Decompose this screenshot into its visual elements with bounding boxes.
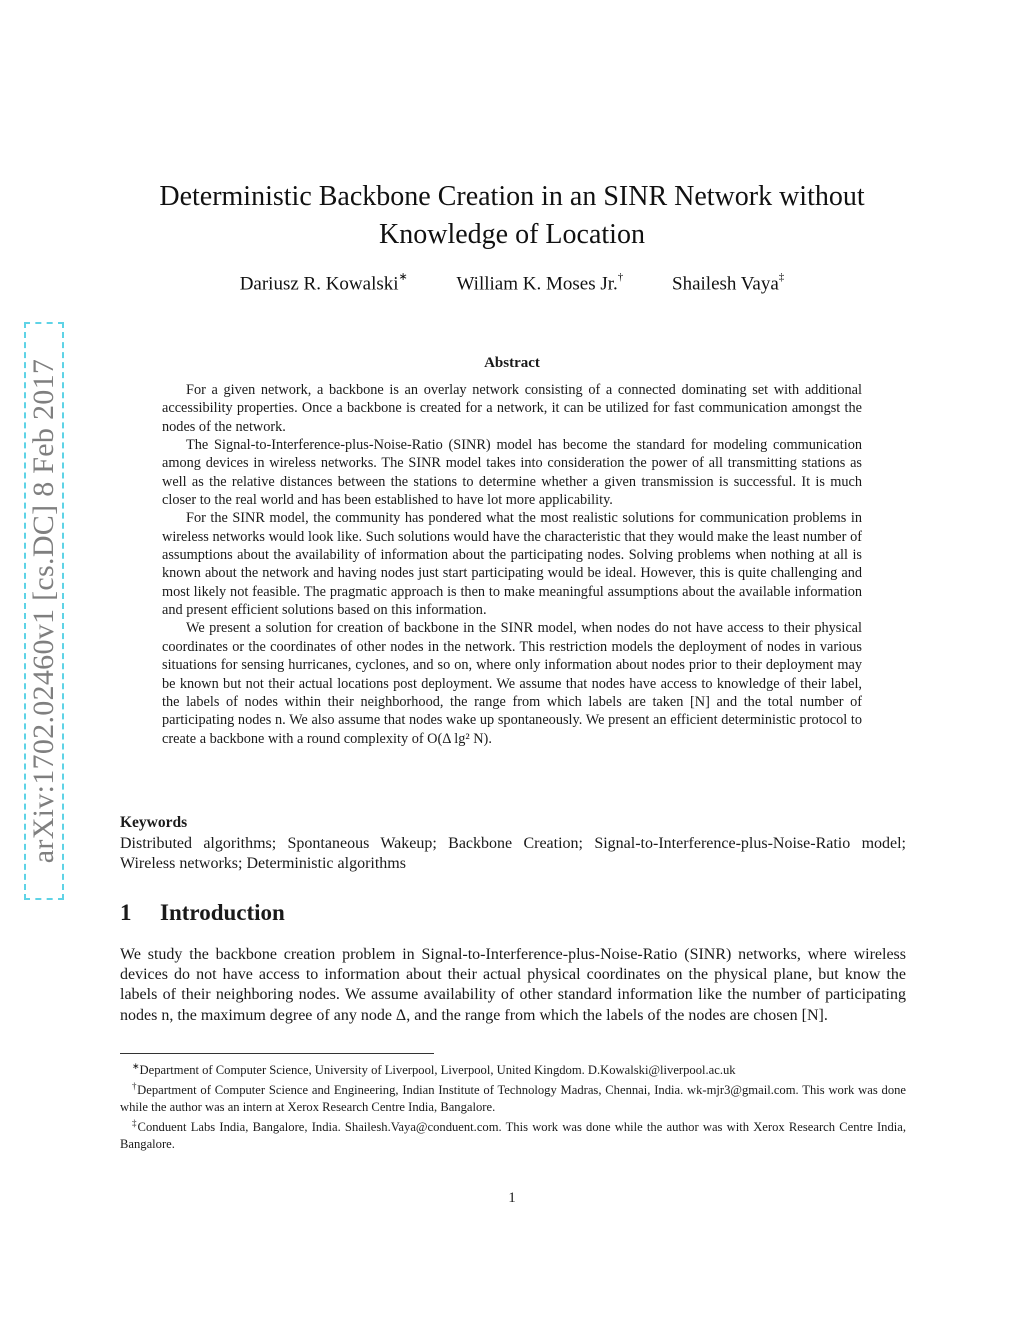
abstract-paragraph: The Signal-to-Interference-plus-Noise-Ratio (SINR) model has become the standard for modeling communication among devices in wireless networks. The SINR model takes into consideration the power of all transmitting stations as well as the relative distances between the stations to determine whether a given transmission is successful. It is much closer to the real world and has been established to have lot more applicability. [162, 437, 862, 509]
section-heading [120, 900, 285, 926]
keywords-text: Distributed algorithms; Spontaneous Wakeup; Backbone Creation; Signal-to-Interference-plus-Noise-Ratio model; Wireless networks; Deterministic algorithms [120, 835, 906, 872]
author-name: Dariusz R. Kowalski [239, 273, 399, 295]
footnote-text: Department of Computer Science and Engineering, Indian Institute of Technology Madras, Chennai, India. wk-mjr3@gmail.com. This work was done while the author was an intern at Xerox Research Centre India, Bangalore. [120, 1083, 907, 1114]
abstract-paragraph: For a given network, a backbone is an overlay network consisting of a connected dominating set with additional accessibility properties. Once a backbone is created for a network, it can be utilized for fast communication amongst the nodes of the network. [162, 382, 862, 435]
abstract-body [162, 381, 862, 748]
author-name: Shailesh Vaya [672, 273, 779, 295]
arxiv-identifier: arXiv:1702.02460v1 [cs.DC] 8 Feb 2017 [27, 358, 60, 864]
author-mark: ∗ [398, 271, 408, 283]
author-kowalski [240, 272, 408, 295]
author-moses [457, 273, 624, 295]
abstract-heading: Abstract [484, 355, 540, 371]
paper-title: Deterministic Backbone Creation in an SINR Network without Knowledge of Location [159, 181, 865, 250]
footnotes [120, 1058, 906, 1152]
section-number: 1 [120, 900, 132, 925]
abstract-paragraph: We present a solution for creation of backbone in the SINR model, when nodes do not have access to their physical coordinates or the coordinates of other nodes in the network. This restriction models the deployment of nodes in various situations for sensing hurricanes, cyclones, and so on, where only information about nodes prior to their deployment may be known but not their actual locations post deployment. We assume that nodes have access to knowledge of their label, the labels of nodes within their neighborhood, the range from which labels are taken [N] and the total number of participating nodes n. We also assume that nodes wake up spontaneously. We present an efficient deterministic protocol to create a backbone with a round complexity of O(Δ lg² N). [162, 620, 862, 747]
footnote-mark: ‡ [132, 1118, 138, 1129]
footnote [120, 1078, 906, 1115]
footnote-mark: † [132, 1081, 138, 1092]
author-vaya [672, 273, 784, 295]
keywords-heading: Keywords [120, 814, 188, 831]
author-mark: † [617, 271, 624, 283]
section-title: Introduction [160, 900, 285, 925]
arxiv-stamp [24, 322, 64, 900]
footnote-text: Department of Computer Science, University of Liverpool, Liverpool, United Kingdom. D.Kowalski@liverpool.ac.uk [139, 1063, 736, 1078]
author-mark: ‡ [778, 271, 785, 283]
footnote-text: Conduent Labs India, Bangalore, India. Shailesh.Vaya@conduent.com. This work was done while the author was with Xerox Research Centre India, Bangalore. [120, 1120, 906, 1151]
abstract-paragraph: For the SINR model, the community has pondered what the most realistic solutions for communication problems in wireless networks would look like. Such solutions would have the characteristic that they would make the least number of assumptions about the availability of information about the participating nodes. Solving problems when nothing at all is known about the network and having nodes just start participating would be ideal. However, this is quite challenging and most likely not feasible. The pragmatic approach is then to make meaningful assumptions about the available information and present efficient solutions based on this information. [162, 510, 862, 619]
author-name: William K. Moses Jr. [456, 273, 618, 295]
footnote-mark: ∗ [132, 1061, 140, 1071]
introduction-paragraph: We study the backbone creation problem in Signal-to-Interference-plus-Noise-Ratio (SINR) networks, where wireless devices do not have access to information about their actual physical coordinates on the physical plane, but know the labels of their neighboring nodes. We assume availability of other standard information like the number of participating nodes n, the maximum degree of any node Δ, and the range from which the labels of the nodes are chosen [N]. [120, 946, 906, 1024]
footnote [120, 1115, 906, 1152]
footnote [120, 1058, 906, 1078]
author-list [120, 272, 904, 295]
footnote-divider [120, 1053, 434, 1054]
page-number: 1 [508, 1190, 516, 1206]
